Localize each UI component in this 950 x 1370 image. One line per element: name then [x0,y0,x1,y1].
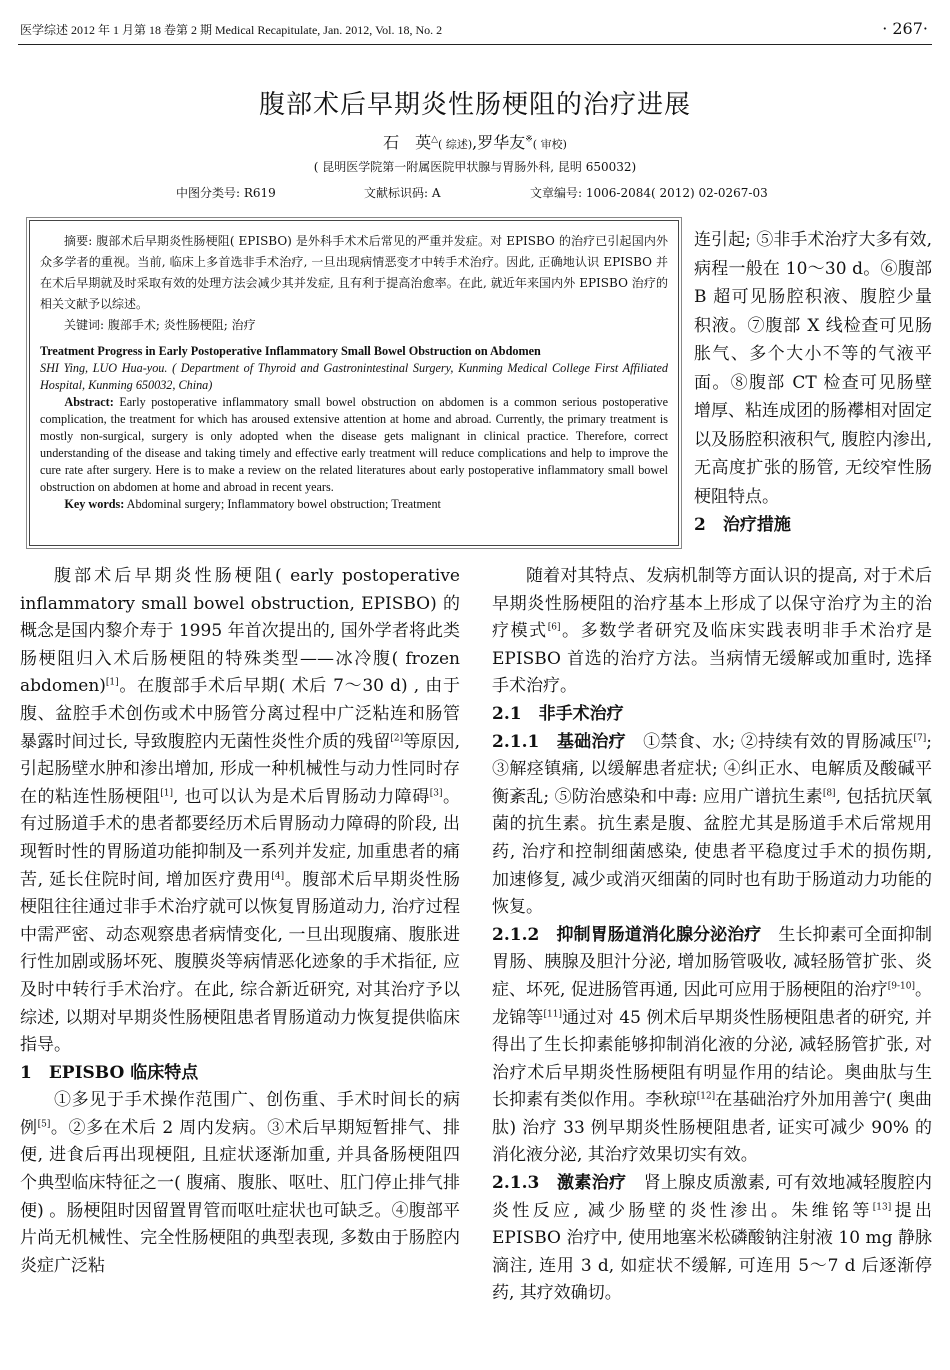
author-role: ( 审校) [532,138,567,151]
subsubsection-heading: 2.1.1 基础治疗 [492,731,626,752]
keywords-en-text: Abdominal surgery; Inflammatory bowel obstruction; Treatment [124,497,441,511]
keywords-label: Key words: [64,497,125,511]
citation: [1] [160,788,173,799]
citation: [9-10] [887,981,915,992]
abstract-box [29,220,679,546]
article-title: 腹部术后早期炎性肠梗阻的治疗进展 [258,90,691,120]
abstract-en [40,394,668,496]
author-name: 罗华友 [477,133,526,152]
citation: [7] [913,732,927,743]
citation: [6] [547,622,561,633]
citation: [8] [822,788,836,799]
citation: [13] [872,1202,892,1212]
author-name: 石 英 [383,133,432,152]
citation: [11] [543,1008,562,1019]
citation: [2] [390,732,404,743]
authors-en: SHI Ying, LUO Hua-you. ( Department of Thyroid and Gastronintestinal Surgery, Kunming Medical College First Affiliated Hospital, Kunming 650032, China) [40,361,668,392]
clc-number: 中图分类号: R619 [176,186,276,200]
right-top-column [694,226,932,540]
paragraph: 随着对其特点、发病机制等方面认识的提高, 对于术后早期炎性肠梗阻的治疗基本上形成了以保守治疗为主的治疗模式[6]。多数学者研究及临床实践表明非手术治疗是 EPISBO 首选的治疗方法。当病情无缓解或加重时, 选择手术治疗。 [492,566,933,697]
keywords-cn: 关键词: 腹部手术; 炎性肠梗阻; 治疗 [64,318,256,332]
subsubsection-heading: 2.1.3 激素治疗 [492,1173,627,1194]
citation: [1] [105,677,119,688]
header-rule [18,44,932,45]
author-mark: △ [431,134,439,145]
author-role: ( 综述) [438,138,473,151]
author-mark: ※ [525,134,533,145]
author-separator: , [472,133,478,152]
section-heading: 2 治疗措施 [694,515,791,535]
paragraph: 腹部术后早期炎性肠梗阻( early postoperative inflammatory small bowel obstruction, EPISBO) 的概念是国内黎介寿于 1995 年首次提出的, 国外学者将此类肠梗阻归入术后肠梗阻的特殊类型——冰冷腹( frozen abdomen)[1]。在腹部手术后早期( 术后 7～30 d) , 由于腹、盆腔手术创伤或术中肠管分离过程中广泛粘连和肠管暴露时间过长, 导致腹腔内无菌性炎性介质的残留[2]等原因, 引起肠壁水肿和渗出增加, 形成一种机械性与动力性同时存在的粘连性肠梗阻[1], 也可以认为是术后胃肠动力障碍[3]。有过肠道手术的患者都要经历术后胃肠动力障碍的阶段, 出现暂时性的胃肠道功能抑制及一系列并发症, 加重患者的痛苦, 延长住院时间, 增加医疗费用[4]。腹部术后早期炎性肠梗阻往往通过非手术治疗就可以恢复胃肠道动力, 治疗过程中需严密、动态观察患者病情变化, 一旦出现腹痛、腹胀进行性加剧或肠坏死、腹膜炎等病情恶化迹象的手术指征, 应及时中转行手术治疗。在此, 综合新近研究, 对其治疗予以综述, 以期对早期炎性肠梗阻患者胃肠道动力恢复提供临床指导。 [20,566,461,1056]
citation: [4] [271,870,285,881]
article-number: 文章编号: 1006-2084( 2012) 02-0267-03 [530,186,768,200]
paragraph: 2.1.3 激素治疗 肾上腺皮质激素, 可有效地减轻腹腔内炎性反应, 减少肠壁的炎性渗出。朱维铭等[13]提出 EPISBO 治疗中, 使用地塞米松磷酸钠注射液 10 mg 静脉滴注, 连用 3 d, 如症状不缓解, 可连用 5～7 d 后逐渐停药, 其疗效确切。 [492,1173,932,1304]
page-number: · 267· [882,19,928,38]
running-head: 医学综述 2012 年 1 月第 18 卷第 2 期 Medical Recapitulate, Jan. 2012, Vol. 18, No. 2 [20,23,443,37]
abstract-label: Abstract: [64,395,114,409]
author-line [0,130,950,153]
paragraph: ①多见于手术操作范围广、创伤重、手术时间长的病例[5]。②多在术后 2 周内发病。③术后早期短暂排气、排便, 进食后再出现梗阻, 且症状逐渐加重, 并具备肠梗阻四个典型临床特征之一( 腹痛、腹胀、呕吐、肛门停止排气排便) 。肠梗阻时因留置胃管而呕吐症状也可缺乏。④腹部平片尚无机械性、完全性肠梗阻的典型表现, 多数由于肠腔内炎症广泛粘 [20,1090,461,1276]
keywords-en [40,496,668,513]
title-en: Treatment Progress in Early Postoperative Inflammatory Small Bowel Obstruction on Abdomen [40,344,541,358]
citation: [3] [429,788,443,799]
right-column [492,563,932,1308]
subsection-heading: 2.1 非手术治疗 [492,703,624,724]
paragraph: 连引起; ⑤非手术治疗大多有效, 病程一般在 10～30 d。⑥腹部 B 超可见肠腔积液、腹腔少量积液。⑦腹部 X 线检查可见肠胀气、多个大小不等的气液平面。⑧腹部 CT 检查可见肠壁增厚、粘连成团的肠襻相对固定以及肠腔积液积气, 腹腔内渗出, 无高度扩张的肠管, 无绞窄性肠梗阻特点。 [694,230,932,507]
citation: [12] [696,1091,716,1102]
citation: [5] [37,1119,51,1130]
abstract-en-text: Early postoperative inflammatory small bowel obstruction on abdomen is a common serious postoperative complication, the treatment for which has aroused extensive attention at home and abroad. Currently, the primary treatment is mostly non-surgical, surgery is only adopted when the disease gets malignant in clinical practice. Therefore, correct understanding of the disease and taking timely and effective early treatment will reduce complications and help to improve the cure rate after surgery. Here is to make a review on the related literatures about early postoperative inflammatory small bowel obstruction on abdomen at home and abroad in recent years. [40,395,668,494]
paragraph: 2.1.1 基础治疗 ①禁食、水; ②持续有效的胃肠减压[7]; ③解痉镇痛, 以缓解患者症状; ④纠正水、电解质及酸碱平衡紊乱; ⑤防治感染和中毒: 应用广谱抗生素[8], 包括抗厌氧菌的抗生素。抗生素是腹、盆腔尤其是肠道手术后常规用药, 治疗和控制细菌感染, 使患者平稳度过手术的损伤期, 加速修复, 减少或消灭细菌的同时也有助于肠道动力功能的恢复。 [492,731,933,918]
affiliation: ( 昆明医学院第一附属医院甲状腺与胃肠外科, 昆明 650032) [313,160,637,174]
left-column [20,563,460,1280]
document-code: 文献标识码: A [364,186,441,200]
section-heading: 1 EPISBO 临床特点 [20,1062,199,1083]
paragraph: 2.1.2 抑制胃肠道消化腺分泌治疗 生长抑素可全面抑制胃肠、胰腺及胆汁分泌, 增加肠管吸收, 减轻肠管扩张、炎症、坏死, 促进肠管再通, 因此可应用于肠梗阻的治疗[9-10]。龙锦等[11]通过对 45 例术后早期炎性肠梗阻患者的研究, 并得出了生长抑素能够抑制消化液的分泌, 减轻肠管扩张, 对治疗术后早期炎性肠梗阻有明显作用的结论。奥曲肽与生长抑素有类似作用。李秋琼[12]在基础治疗外加用善宁( 奥曲肽) 治疗 33 例早期炎性肠梗阻患者, 证实可减少 90% 的消化液分泌, 其治疗效果切实有效。 [492,924,933,1166]
subsubsection-heading: 2.1.2 抑制胃肠道消化腺分泌治疗 [492,924,762,945]
abstract-cn: 摘要: 腹部术后早期炎性肠梗阻( EPISBO) 是外科手术术后常见的严重并发症。对 EPISBO 的治疗已引起国内外众多学者的重视。当前, 临床上多首选非手术治疗, 一旦出现病情恶变才中转手术治疗。因此, 正确地认识 EPISBO 并在术后早期就及时采取有效的处理方法会减少其并发症, 且有利于提高治愈率。在此, 就近年来国内外 EPISBO 治疗的相关文献予以综述。 [40,234,668,311]
